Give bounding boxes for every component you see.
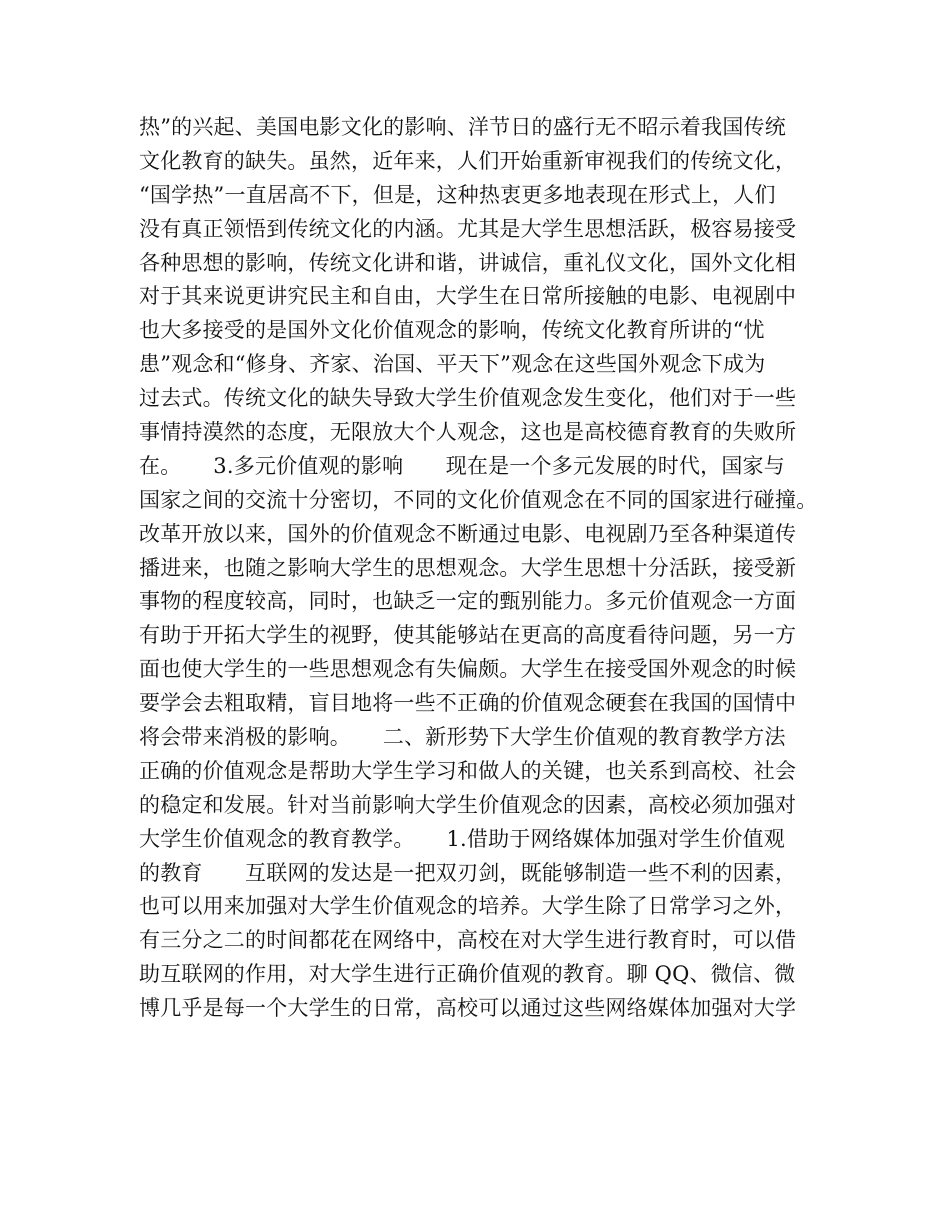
text-line: 热”的兴起、美国电影文化的影响、洋节日的盛行无不昭示着我国传统 [139,115,786,139]
text-line: 博几乎是每一个大学生的日常，高校可以通过这些网络媒体加强对大学 [139,996,797,1021]
text-line: 的稳定和发展。针对当前影响大学生价值观念的因素，高校必须加强对 [139,792,797,817]
text-line: 事物的程度较高，同时，也缺乏一定的甄别能力。多元价值观念一方面 [139,589,797,614]
text-line: 将会带来消极的影响。 二、新形势下大学生价值观的教育教学方法 [139,725,786,750]
text-line: 大学生价值观念的教育教学。 1.借助于网络媒体加强对学生价值观 [139,826,785,851]
text-line: 正确的价值观念是帮助大学生学习和做人的关键，也关系到高校、社会 [139,758,797,783]
text-line: 事情持漠然的态度，无限放大个人观念，这也是高校德育教育的失败所 [139,420,797,445]
text-line: 对于其来说更讲究民主和自由，大学生在日常所接触的电影、电视剧中 [139,284,797,309]
text-line: 要学会去粗取精，盲目地将一些不正确的价值观念硬套在我国的国情中 [139,691,797,716]
text-line: 文化教育的缺失。虽然，近年来，人们开始重新审视我们的传统文化， [139,148,797,173]
text-line: 也大多接受的是国外文化价值观念的影响，传统文化教育所讲的“忧 [139,318,765,343]
text-line: 国家之间的交流十分密切，不同的文化价值观念在不同的国家进行碰撞。 [139,487,818,512]
text-line: 改革开放以来，国外的价值观念不断通过电影、电视剧乃至各种渠道传 [139,521,797,546]
text-line: 患”观念和“修身、齐家、治国、平天下”观念在这些国外观念下成为 [139,352,766,377]
text-line: 在。 3.多元价值观的影响 现在是一个多元发展的时代，国家与 [139,453,785,478]
text-line: 有三分之二的时间都花在网络中，高校在对大学生进行教育时，可以借 [139,928,797,953]
text-line: 面也使大学生的一些思想观念有失偏颇。大学生在接受国外观念的时候 [139,657,797,682]
body-text [139,111,829,1026]
text-line: 助互联网的作用，对大学生进行正确价值观的教育。聊 QQ、微信、微 [139,962,796,987]
text-line: “国学热”一直居高不下，但是，这种热衷更多地表现在形式上，人们 [139,182,776,207]
text-line: 的教育 互联网的发达是一把双刃剑，既能够制造一些不利的因素， [139,860,797,885]
text-line: 各种思想的影响，传统文化讲和谐，讲诚信，重礼仪文化，国外文化相 [139,250,797,275]
text-line: 没有真正领悟到传统文化的内涵。尤其是大学生思想活跃，极容易接受 [139,216,797,241]
text-line: 播进来，也随之影响大学生的思想观念。大学生思想十分活跃，接受新 [139,555,797,580]
text-line: 也可以用来加强对大学生价值观念的培养。大学生除了日常学习之外， [139,894,797,919]
text-line: 有助于开拓大学生的视野，使其能够站在更高的高度看待问题，另一方 [139,623,797,648]
text-line: 过去式。传统文化的缺失导致大学生价值观念发生变化，他们对于一些 [139,386,797,411]
